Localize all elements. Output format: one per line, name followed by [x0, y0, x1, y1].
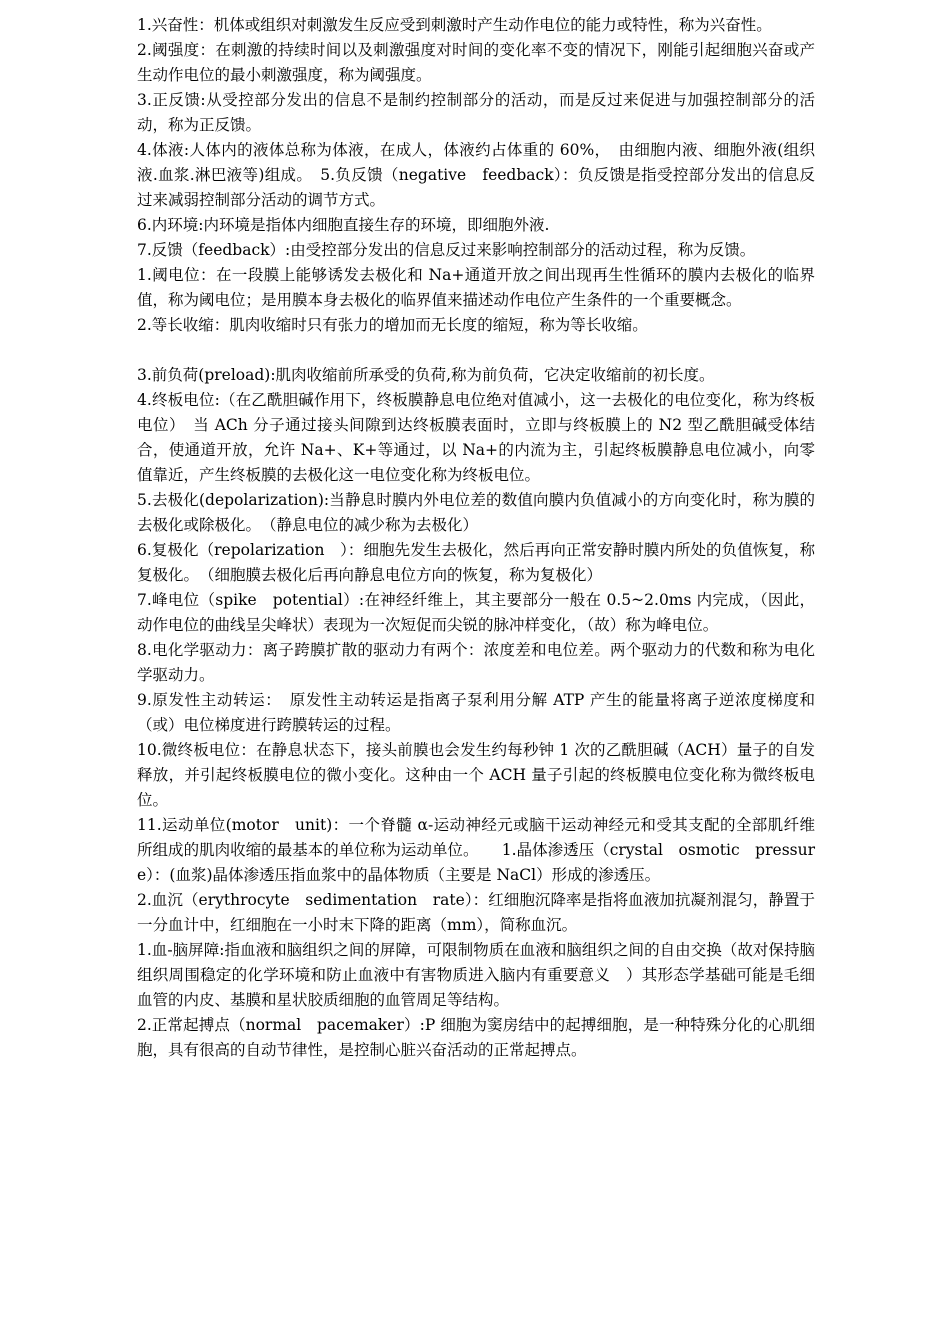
paragraph-isometric-contraction: 2.等长收缩：肌肉收缩时只有张力的增加而无长度的缩短，称为等长收缩。	[137, 316, 648, 334]
paragraph-primary-active-transport: 9.原发性主动转运： 原发性主动转运是指离子泵利用分解 ATP 产生的能量将离子逆浓度梯度和（或）电位梯度进行跨膜转运的过程。	[137, 691, 815, 734]
paragraph-preload: 3.前负荷(preload):肌肉收缩前所承受的负荷,称为前负荷，它决定收缩前的初长度。	[137, 366, 715, 384]
paragraph-threshold-potential: 1.阈电位：在一段膜上能够诱发去极化和 Na+通道开放之间出现再生性循环的膜内去极化的临界值，称为阈电位；是用膜本身去极化的临界值来描述动作电位产生条件的一个重要概念。	[137, 266, 815, 309]
paragraph-spike-potential: 7.峰电位（spike potential）:在神经纤维上，其主要部分一般在 0.5~2.0ms 内完成，（因此，动作电位的曲线呈尖峰状）表现为一次短促而尖锐的脉冲样变化，（故）称为峰电位。	[137, 591, 815, 634]
paragraph-positive-feedback: 3.正反馈:从受控部分发出的信息不是制约控制部分的活动，而是反过来促进与加强控制部分的活动，称为正反馈。	[137, 91, 815, 134]
paragraph-blood-brain-barrier: 1.血-脑屏障:指血液和脑组织之间的屏障，可限制物质在血液和脑组织之间的自由交换（故对保持脑组织周围稳定的化学环境和防止血液中有害物质进入脑内有重要意义 ）其形态学基础可能是毛细血管的内皮、基膜和星状胶质细胞的血管周足等结构。	[137, 941, 815, 1009]
blank-line	[137, 338, 815, 363]
paragraph-electrochemical-driving-force: 8.电化学驱动力：离子跨膜扩散的驱动力有两个：浓度差和电位差。两个驱动力的代数和称为电化学驱动力。	[137, 641, 815, 684]
paragraph-miniature-end-plate-potential: 10.微终板电位：在静息状态下，接头前膜也会发生约每秒钟 1 次的乙酰胆碱（ACH）量子的自发释放，并引起终板膜电位的微小变化。这种由一个 ACH 量子引起的终板膜电位变化称为微终板电位。	[137, 741, 815, 809]
paragraph-threshold-intensity: 2.阈强度：在刺激的持续时间以及刺激强度对时间的变化率不变的情况下，刚能引起细胞兴奋或产生动作电位的最小刺激强度，称为阈强度。	[137, 41, 815, 84]
paragraph-motor-unit: 11.运动单位(motor unit)：一个脊髓 α-运动神经元或脑干运动神经元和受其支配的全部肌纤维所组成的肌肉收缩的最基本的单位称为运动单位。 1.晶体渗透压（crystal osmotic pressure）：(血浆)晶体渗透压指血浆中的晶体物质（主要是 NaCl）形成的渗透压。	[137, 816, 815, 884]
paragraph-end-plate-potential: 4.终板电位:（在乙酰胆碱作用下，终板膜静息电位绝对值减小，这一去极化的电位变化，称为终板电位） 当 ACh 分子通过接头间隙到达终板膜表面时，立即与终板膜上的 N2 型乙酰胆碱受体结合，使通道开放，允许 Na+、K+等通过，以 Na+的内流为主，引起终板膜静息电位减小，向零值靠近，产生终板膜的去极化这一电位变化称为终板电位。	[137, 391, 815, 484]
paragraph-excitability: 1.兴奋性：机体或组织对刺激发生反应受到刺激时产生动作电位的能力或特性，称为兴奋性。	[137, 16, 772, 34]
paragraph-erythrocyte-sedimentation-rate: 2.血沉（erythrocyte sedimentation rate）：红细胞沉降率是指将血液加抗凝剂混匀，静置于一分血计中，红细胞在一小时末下降的距离（mm），简称血沉。	[137, 891, 815, 934]
paragraph-internal-environment: 6.内环境:内环境是指体内细胞直接生存的环境，即细胞外液.	[137, 216, 550, 234]
paragraph-normal-pacemaker: 2.正常起搏点（normal pacemaker）:P 细胞为窦房结中的起搏细胞，是一种特殊分化的心肌细胞，具有很高的自动节律性，是控制心脏兴奋活动的正常起搏点。	[137, 1016, 815, 1059]
paragraph-depolarization: 5.去极化(depolarization):当静息时膜内外电位差的数值向膜内负值减小的方向变化时，称为膜的去极化或除极化。 （静息电位的减少称为去极化）	[137, 491, 815, 534]
paragraph-feedback: 7.反馈（feedback）:由受控部分发出的信息反过来影响控制部分的活动过程，称为反馈。	[137, 241, 756, 259]
paragraph-body-fluid: 4.体液:人体内的液体总称为体液，在成人，体液约占体重的 60%， 由细胞内液、细胞外液(组织液.血浆.淋巴液等)组成。 5.负反馈（negative feedback）：负反馈是指受控部分发出的信息反过来减弱控制部分活动的调节方式。	[137, 141, 815, 209]
document-page	[137, 13, 815, 1063]
paragraph-repolarization: 6.复极化（repolarization ）：细胞先发生去极化，然后再向正常安静时膜内所处的负值恢复，称复极化。 （细胞膜去极化后再向静息电位方向的恢复，称为复极化）	[137, 541, 815, 584]
